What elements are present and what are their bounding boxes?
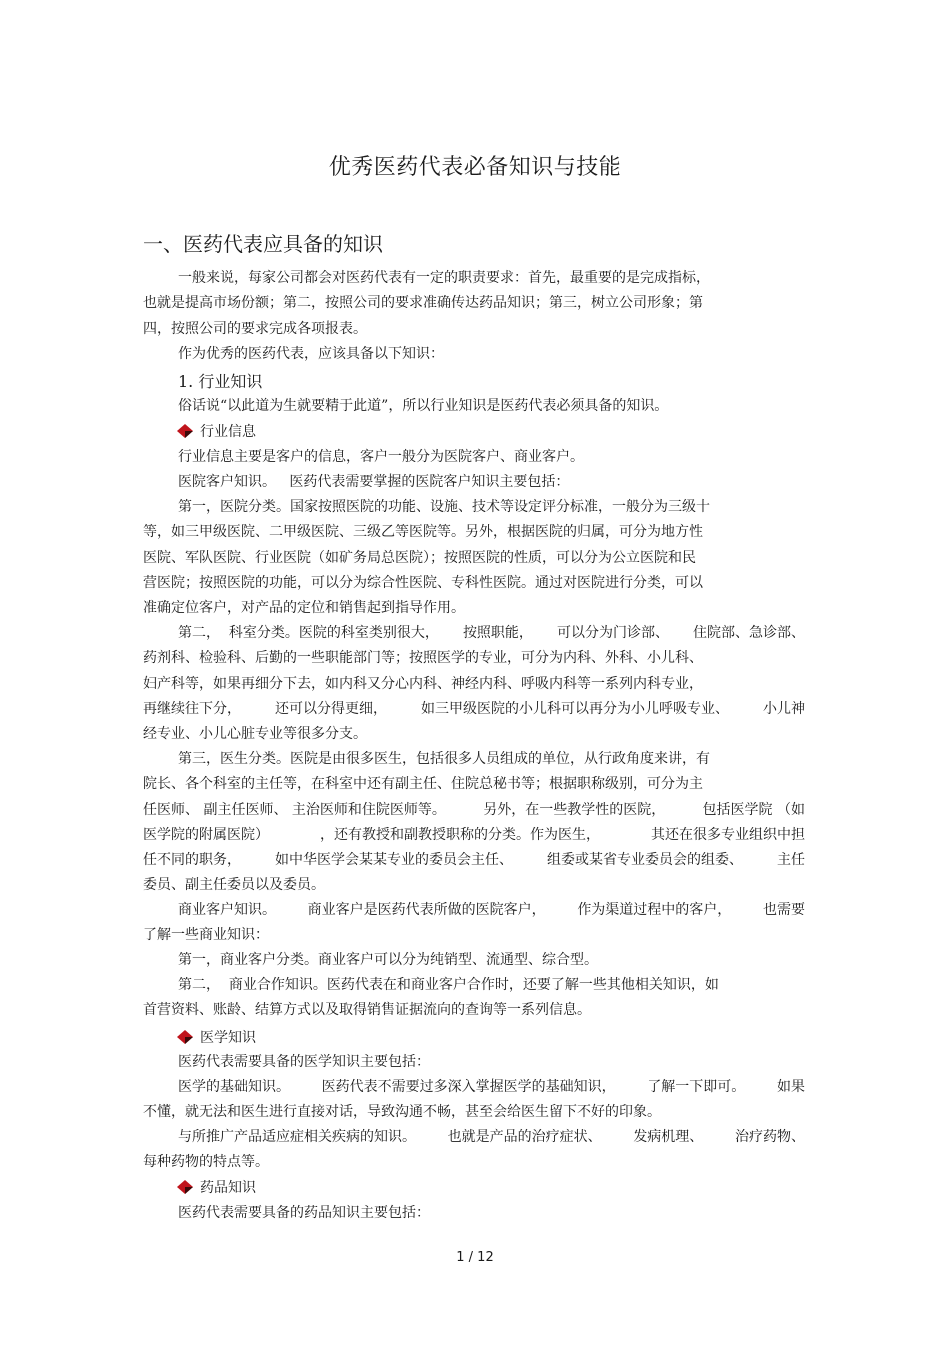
- text-line: 院长、各个科室的主任等，在科室中还有副主任、住院总秘书等；根据职称级别，可分为主: [143, 776, 703, 793]
- text-line: 医院客户知识。 医药代表需要掌握的医院客户知识主要包括：: [178, 474, 570, 491]
- paragraph-disease-knowledge: [143, 1125, 805, 1176]
- paragraph-medical-basics: [143, 1075, 805, 1126]
- text-line: [143, 898, 805, 923]
- text-line: [143, 697, 805, 722]
- text-segment: 商业客户知识。: [178, 902, 276, 918]
- paragraph-hospital-class: [143, 495, 805, 621]
- text-line: 行业信息主要是客户的信息，客户一般分为医院客户、商业客户。: [178, 449, 584, 465]
- document-title: 优秀医药代表必备知识与技能: [328, 155, 622, 180]
- text-line: 药剂科、检验科、后勤的一些职能部门等；按照医学的专业，可分为内科、外科、小儿科、: [143, 650, 703, 667]
- bullet-label: 医学知识: [200, 1030, 256, 1046]
- page-number: 1 / 12: [456, 1250, 494, 1265]
- text-segment: 还可以分得更细，: [275, 700, 387, 717]
- text-segment: 也就是产品的治疗症状、: [447, 1129, 602, 1145]
- text-line: 医药代表需要具备的医学知识主要包括：: [178, 1054, 430, 1070]
- text-line: 第一，商业客户分类。商业客户可以分为纯销型、流通型、综合型。: [178, 952, 598, 968]
- paragraph: [143, 1201, 805, 1226]
- paragraph: [143, 948, 805, 973]
- bullet-label: 行业信息: [200, 424, 256, 440]
- text-line: [143, 798, 805, 823]
- paragraph-intro: [143, 266, 805, 342]
- bullet-industry-info: [176, 421, 256, 441]
- text-segment: 医学的基础知识。: [178, 1079, 290, 1095]
- text-segment: 任医师、 副主任医师、 主治医师和住院医师等。: [143, 801, 446, 818]
- text-line: 俗话说“以此道为生就要精于此道”，所以行业知识是医药代表必须具备的知识。: [178, 398, 669, 414]
- paragraph-commercial-coop: [143, 973, 805, 1024]
- bullet-drug: [176, 1177, 256, 1197]
- text-segment: 医药代表不需要过多深入掌握医学的基础知识，: [321, 1079, 616, 1095]
- text-segment: 可以分为门诊部、: [556, 625, 669, 641]
- text-line: 一般来说，每家公司都会对医药代表有一定的职责要求：首先，最重要的是完成指标，: [178, 270, 710, 286]
- text-line: 第三，医生分类。医院是由很多医生，包括很多人员组成的单位，从行政角度来讲，有: [178, 751, 710, 767]
- text-segment: 其还在很多专业组织中担: [651, 826, 805, 843]
- text-line: 第二， 商业合作知识。医药代表在和商业客户合作时，还要了解一些其他相关知识，如: [178, 977, 719, 993]
- text-line: 医院、军队医院、行业医院（如矿务局总医院）；按照医院的性质，可以分为公立医院和民: [143, 549, 696, 566]
- paragraph-department-class: [143, 621, 805, 747]
- text-line: 首营资料、账龄、结算方式以及取得销售证据流向的查询等一系列信息。: [143, 1002, 591, 1019]
- paragraph: [143, 445, 805, 496]
- text-line: 医药代表需要具备的药品知识主要包括：: [178, 1205, 430, 1221]
- text-segment: 第二， 科室分类。医院的科室类别很大，: [178, 625, 439, 641]
- bullet-label: 药品知识: [200, 1180, 256, 1196]
- text-segment: 小儿神: [763, 700, 805, 717]
- text-segment: 包括医学院 （如: [702, 801, 805, 818]
- text-line: [143, 621, 805, 646]
- text-line: 委员、副主任委员以及委员。: [143, 877, 325, 894]
- paragraph: [143, 1050, 805, 1075]
- text-line: 也就是提高市场份额；第二，按照公司的要求准确传达药品知识；第三，树立公司形象；第: [143, 295, 703, 312]
- text-line: 了解一些商业知识：: [143, 927, 269, 944]
- text-segment: 住院部、急诊部、: [693, 625, 805, 641]
- text-line: 妇产科等，如果再细分下去，如内科又分心内科、神经内科、呼吸内科等一系列内科专业，: [143, 675, 703, 692]
- text-segment: 医学院的附属医院）: [143, 826, 269, 843]
- red-diamond-arrow-icon: [176, 1179, 194, 1195]
- text-segment: 如果: [776, 1079, 805, 1095]
- text-segment: 如中华医学会某某专业的委员会主任、: [275, 852, 513, 869]
- text-line: [143, 848, 805, 873]
- text-line: [143, 823, 805, 848]
- text-line: 每种药物的特点等。: [143, 1154, 269, 1171]
- text-segment: 发病机理、: [633, 1129, 704, 1145]
- text-segment: 主任: [777, 852, 805, 869]
- text-segment: 也需要: [762, 902, 805, 918]
- bullet-medical: [176, 1027, 256, 1047]
- text-segment: 另外，在一些教学性的医院，: [483, 801, 666, 818]
- red-diamond-arrow-icon: [176, 1029, 194, 1045]
- text-line: 准确定位客户，对产品的定位和销售起到指导作用。: [143, 600, 465, 617]
- text-segment: 如三甲级医院的小儿科可以再分为小儿呼吸专业、: [421, 700, 729, 717]
- text-segment: 组委或某省专业委员会的组委、: [547, 852, 743, 869]
- text-line: 经专业、小儿心脏专业等很多分支。: [143, 726, 367, 743]
- text-line: 作为优秀的医药代表，应该具备以下知识：: [178, 346, 444, 362]
- text-line: 等，如三甲级医院、二甲级医院、三级乙等医院等。另外，根据医院的归属，可分为地方性: [143, 524, 703, 541]
- text-segment: 按照职能，: [462, 625, 533, 641]
- text-segment: 商业客户是医药代表所做的医院客户，: [307, 902, 546, 918]
- red-diamond-arrow-icon: [176, 423, 194, 439]
- text-line: 不懂，就无法和医生进行直接对话，导致沟通不畅，甚至会给医生留下不好的印象。: [143, 1104, 661, 1121]
- section-heading: 一、医药代表应具备的知识: [143, 232, 383, 256]
- text-line: [143, 1125, 805, 1150]
- subheading-industry: 1. 行业知识: [178, 372, 263, 391]
- text-segment: 了解一下即可。: [647, 1079, 746, 1095]
- text-segment: 与所推广产品适应症相关疾病的知识。: [178, 1129, 416, 1145]
- text-segment: 治疗药物、: [734, 1129, 805, 1145]
- paragraph: [143, 394, 805, 419]
- text-segment: 任不同的职务，: [143, 852, 241, 869]
- text-line: [143, 1075, 805, 1100]
- paragraph-doctor-class: [143, 747, 805, 899]
- paragraph-commercial: [143, 898, 805, 949]
- text-line: 营医院；按照医院的功能，可以分为综合性医院、专科性医院。通过对医院进行分类，可以: [143, 574, 703, 591]
- text-segment: ，还有教授和副教授职称的分类。作为医生，: [320, 826, 600, 843]
- text-segment: 再继续往下分，: [143, 700, 241, 717]
- text-segment: 作为渠道过程中的客户，: [577, 902, 732, 918]
- text-line: 四，按照公司的要求完成各项报表。: [143, 320, 367, 337]
- text-line: 第一，医院分类。国家按照医院的功能、设施、技术等设定评分标准，一般分为三级十: [178, 499, 710, 515]
- paragraph: [143, 342, 805, 367]
